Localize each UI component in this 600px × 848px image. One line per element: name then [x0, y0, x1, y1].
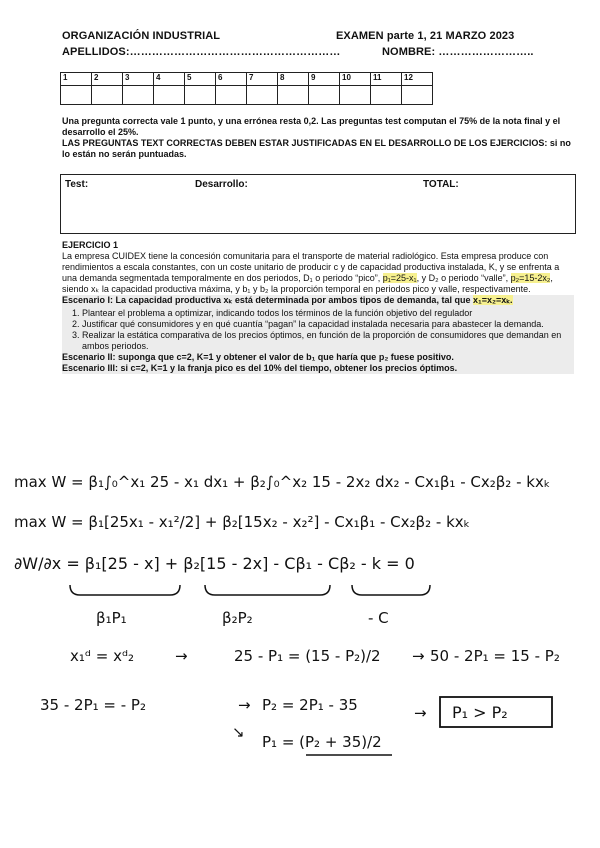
answer-cell[interactable]	[61, 86, 92, 105]
question-3: 3. Realizar la estática comparativa de los precios óptimos, en función de la proporción de consumidores que demandan en ambos periodos.	[82, 330, 574, 352]
rules-text	[62, 116, 574, 160]
arrow-1-icon: →	[175, 647, 188, 665]
brace-label-3: - C	[368, 609, 389, 627]
answer-number: 11	[371, 73, 402, 86]
answer-number: 4	[154, 73, 185, 86]
answer-number: 10	[340, 73, 371, 86]
boxed-result: P₁ > P₂	[452, 703, 508, 722]
brace-label-2: β₂P₂	[222, 609, 253, 627]
scenario-2: Escenario II: suponga que c=2, K=1 y obtener el valor de b₁ que haría que p₂ fuese positivo.	[62, 352, 454, 362]
answer-number: 9	[309, 73, 340, 86]
arrow-4-icon: ↘	[232, 723, 245, 741]
exercise-title: EJERCICIO 1	[62, 240, 119, 250]
answer-number: 1	[61, 73, 92, 86]
brace-2	[205, 585, 330, 595]
statement-part-2: , y D₂ o periodo “valle”,	[416, 273, 509, 283]
answer-number: 2	[92, 73, 123, 86]
scenario-1: Escenario I: La capacidad productiva xₖ está determinada por ambos tipos de demanda, tal que	[62, 295, 471, 305]
score-box	[60, 174, 576, 234]
demand-valley: p₂=15-2x₂	[510, 273, 551, 283]
answer-cell[interactable]	[185, 86, 216, 105]
answer-cell[interactable]	[154, 86, 185, 105]
answer-cell[interactable]	[216, 86, 247, 105]
answer-cell[interactable]	[340, 86, 371, 105]
arrow-3-icon: →	[238, 696, 251, 714]
answer-number: 8	[278, 73, 309, 86]
exam-title: EXAMEN parte 1, 21 MARZO 2023	[336, 30, 515, 42]
arrow-5-icon: →	[414, 704, 427, 722]
answer-number: 3	[123, 73, 154, 86]
answer-cell[interactable]	[92, 86, 123, 105]
answer-number: 12	[402, 73, 433, 86]
score-dev-label: Desarrollo:	[195, 179, 248, 190]
hand-line-3: ∂W/∂x = β₁[25 - x] + β₂[15 - 2x] - Cβ₁ - Cβ₂ - k = 0	[14, 554, 415, 573]
scenario-1-condition: x₁=x₂=xₖ.	[472, 295, 513, 305]
hand-line-4c: 50 - 2P₁ = 15 - P₂	[430, 647, 560, 665]
hand-line-2: max W = β₁[25x₁ - x₁²/2] + β₂[15x₂ - x₂²] - Cx₁β₁ - Cx₂β₂ - kxₖ	[14, 513, 471, 531]
handwritten-solution	[0, 455, 600, 848]
answer-cell[interactable]	[402, 86, 433, 105]
scenario-3: Escenario III: si c=2, K=1 y la franja pico es del 10% del tiempo, obtener los precios óptimos.	[62, 363, 458, 373]
question-1: 1. Plantear el problema a optimizar, indicando todos los términos de la función objetivo del regulador	[82, 308, 574, 319]
surname-field[interactable]: APELLIDOS:…………………………………………………	[62, 46, 341, 58]
score-test-label: Test:	[65, 179, 89, 190]
answer-cell[interactable]	[278, 86, 309, 105]
question-list	[82, 308, 574, 352]
answer-grid	[60, 72, 433, 105]
hand-line-6: P₁ = (P₂ + 35)/2	[262, 733, 382, 751]
rules-line-2: LAS PREGUNTAS TEXT CORRECTAS DEBEN ESTAR JUSTIFICADAS EN EL DESARROLLO DE LOS EJERCICIOS: si no lo están no serán puntuadas.	[62, 138, 571, 159]
hand-line-5b: P₂ = 2P₁ - 35	[262, 696, 358, 714]
arrow-2-icon: →	[412, 647, 425, 665]
brace-3	[352, 585, 430, 595]
answer-cell[interactable]	[371, 86, 402, 105]
statement-part-3: , siendo xₖ la capacidad productiva máxima, y b₁ y b₂ la proporción temporal en periodos pico y valle, respectivamente.	[62, 273, 553, 294]
answer-number: 7	[247, 73, 278, 86]
hand-line-5a: 35 - 2P₁ = - P₂	[40, 696, 146, 714]
hand-line-4b: 25 - P₁ = (15 - P₂)/2	[234, 647, 381, 665]
answer-cell[interactable]	[309, 86, 340, 105]
answer-number: 6	[216, 73, 247, 86]
hand-line-1: max W = β₁∫₀^x₁ 25 - x₁ dx₁ + β₂∫₀^x₂ 15 - 2x₂ dx₂ - Cx₁β₁ - Cx₂β₂ - kxₖ	[14, 473, 551, 491]
course-title: ORGANIZACIÓN INDUSTRIAL	[62, 30, 221, 42]
exercise-block	[62, 240, 574, 374]
scenario-1-block	[62, 295, 574, 374]
exercise-statement	[62, 251, 574, 295]
answer-cell[interactable]	[123, 86, 154, 105]
name-field[interactable]: NOMBRE: ……………………..	[382, 46, 534, 58]
rules-line-1: Una pregunta correcta vale 1 punto, y una errónea resta 0,2. Las preguntas test computan el 75% de la nota final y el desarrollo el 25%.	[62, 116, 561, 137]
score-total-label: TOTAL:	[423, 179, 459, 190]
brace-1	[70, 585, 180, 595]
hand-line-4a: x₁ᵈ = xᵈ₂	[70, 647, 135, 665]
answer-cell[interactable]	[247, 86, 278, 105]
answer-number: 5	[185, 73, 216, 86]
statement-part-1: La empresa CUIDEX tiene la concesión comunitaria para el transporte de material radiológico. Esta empresa produce con rendimientos a escala constantes, con un coste unitario de producir c y de capacidad productiva instalada, K, y se enfrenta a una demanda segmentada temporalmente en dos periodos, D₁ o periodo “pico”,	[62, 251, 560, 283]
demand-peak: p₁=25-x₁	[382, 273, 417, 283]
question-2: 2. Justificar qué consumidores y en qué cuantía “pagan” la capacidad instalada necesaria para abastecer la demanda.	[82, 319, 574, 330]
brace-label-1: β₁P₁	[96, 609, 127, 627]
